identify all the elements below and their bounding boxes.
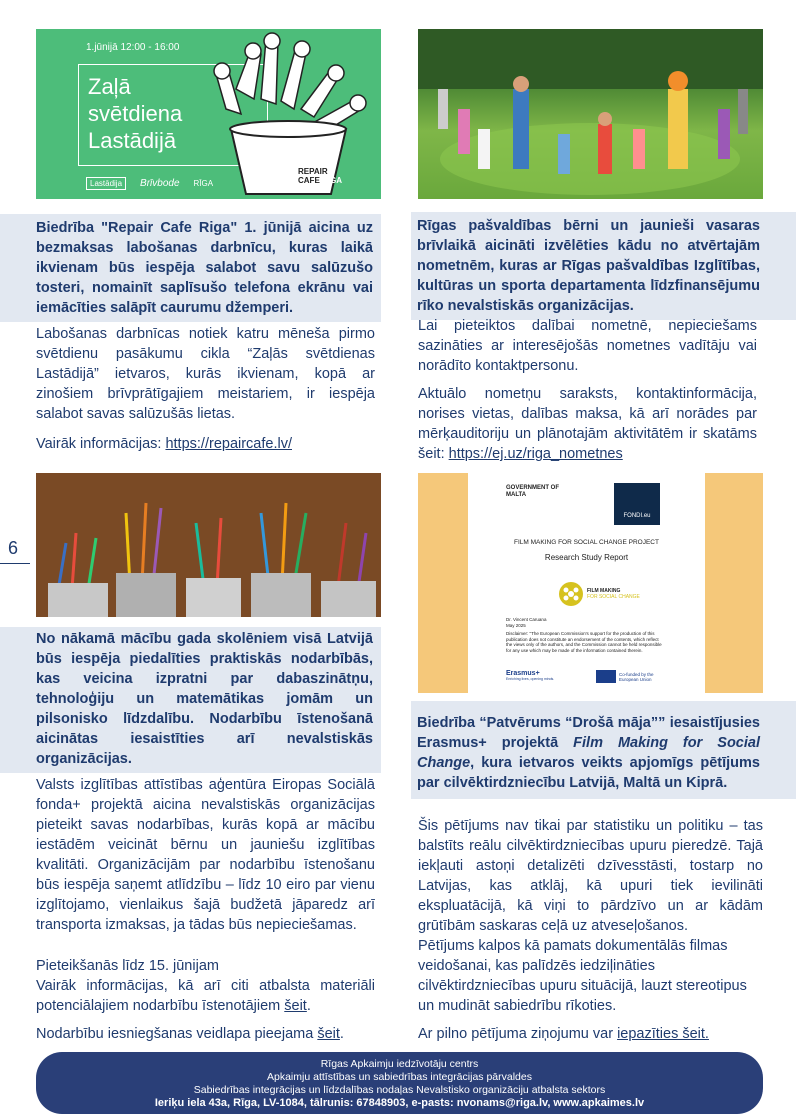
film-making-logo <box>558 581 640 607</box>
poster-title <box>88 73 182 154</box>
repair-logo-line: CAFE <box>298 176 320 185</box>
brivbode-logo: Brīvbode <box>140 178 180 189</box>
article4-body2: Pētījums kalpos kā pamats dokumentālās filmas veidošanai, kas palīdzēs iedziļināties cilvēktirdzniecības upuru situācijā, lauzt stereotipus un mudināt sabiedrību rīkoties. <box>418 938 747 1014</box>
article3-body1: Valsts izglītības attīstības aģentūra Eiropas Sociālā fonda+ projektā aicina nevalstiskās organizācijas pieteikt savas nodarbības, kurās kopā ar mācību iestādēm veicināt bērnu un jauniešu izglītības kvalitāti. Organizācijām par nodarbību īstenošanu būs iespēja saņemt atlīdzību – līdz 10 eiro par vienu izglītojamo, vienlaikus šajā budžetā jāparedz arī transporta izmaksas, ja tādas būs nepieciešamas. <box>36 777 375 933</box>
eu-flag-icon <box>596 670 616 683</box>
poster-title-line: Lastādijā <box>88 128 177 153</box>
fondi-logo <box>614 483 660 525</box>
research-report-cover <box>418 473 763 693</box>
article1-more-label: Vairāk informācijas: <box>36 436 166 452</box>
eu-label: Co-funded by the European Union <box>619 671 654 682</box>
page-footer <box>36 1052 763 1114</box>
fondi-logo-text: FONDI.eu <box>623 513 651 519</box>
article1-headline-text: Biedrība "Repair Cafe Riga" 1. jūnijā aicina uz bezmaksas labošanas darbnīcu, kuras laikā ikvienam būs iespēja salabot savu salūzušo tosteri, nomainīt saplīsušo telefona ekrānu vai iemācīties salāpīt caurumu džemperi. <box>36 220 373 316</box>
repair-logo-line: RĪGA <box>322 176 343 185</box>
erasmus-logo <box>506 670 554 681</box>
report-author: Dr. Vincent Caruana <box>506 617 547 622</box>
erasmus-logo-text: Erasmus+ <box>506 670 540 677</box>
article2-headline <box>411 212 796 320</box>
report-subtitle: Research Study Report <box>544 553 629 562</box>
article4-headline-italic: Film Making for Social Change <box>417 735 760 771</box>
footer-line2: Apkaimju attīstības un sabiedrības integrācijas pārvaldes <box>267 1071 532 1083</box>
article3-body2-text: Vairāk informācijas, kā arī citi atbalsta materiāli potenciālajiem nodarbību īstenotājiem <box>36 978 375 1014</box>
article3-body2: Vairāk informācijas, kā arī citi atbalsta materiāli potenciālajiem nodarbību īstenotājiem šeit. <box>36 978 375 1014</box>
article4-headline-a: Biedrība “Patvērums “Drošā māja”” iesaistījusies Erasmus+ projektā <box>417 715 760 751</box>
malta-logo-text: GOVERNMENT OF MALTA <box>506 485 560 498</box>
footer-line3: Sabiedrības integrācijas un līdzdalības nodaļas Nevalstisko organizāciju atbalsta sektors <box>193 1084 606 1096</box>
article4-body3-text: Ar pilno pētījuma ziņojumu var <box>418 1026 618 1042</box>
art-supplies-scene <box>36 473 381 617</box>
article3-headline <box>0 627 381 773</box>
repair-logo-line: REPAIR <box>298 167 328 176</box>
article3-deadline: Pieteikšanās līdz 15. jūnijam <box>36 958 219 974</box>
article4-headline-b: , kura ietvaros veikts apjomīgs pētījums par cilvēktirdzniecību Latvijā, Maltā un Kiprā. <box>417 755 760 791</box>
footer-contacts: Ieriķu iela 43a, Rīga, LV-1084, tālrunis: 67848903, e-pasts: nvonams@riga.lv, www.apkaimes.lv <box>154 1097 645 1109</box>
article3-form-link[interactable]: šeit <box>317 1026 340 1042</box>
erasmus-logo-sub: Enriching lives, opening minds. <box>506 677 555 681</box>
article4-body1: Šis pētījums nav tikai par statistiku un politiku – tas balstīts reālu cilvēktirdzniecības upuru pieredzē. Tajā iekļauti astoņi detalizēti dzīvesstāsti, tostarp no Latvijas, kas atklāj, kā upuri tiek ievilināti ekspluatācijā, kā viņi to pārdzīvo un ar kādām grūtībām saskaras ceļā uz atveseļošanos. <box>418 818 763 934</box>
zala-svetdiena-poster <box>36 29 381 199</box>
art-supplies-photo <box>36 473 381 617</box>
hands-pot-illustration <box>206 29 381 199</box>
poster-logos <box>86 177 213 190</box>
riga-logo: RĪGA <box>193 179 214 188</box>
report-disclaimer: Disclaimer: "The European Commission's support for the production of this publication does not constitute an endorsement of the contents, which reflect the views only of the authors, and the Commission cannot be held responsible for any use which may be made of the information contained therein. <box>506 631 662 653</box>
article2-body2-text: Aktuālo nometņu saraksts, kontaktinformācija, norises vietas, dalības maksa, kā arī norādes par mērķauditoriju un plānotajām aktivitātēm ir skatāms šeit: <box>418 386 757 462</box>
article2-body2 <box>418 384 757 464</box>
poster-title-line: Zaļā <box>88 74 131 99</box>
footer-line1: Rīgas Apkaimju iedzīvotāju centrs <box>320 1058 479 1070</box>
report-title: FILM MAKING FOR SOCIAL CHANGE PROJECT <box>514 539 659 546</box>
film-reel-icon <box>558 581 584 607</box>
film-logo-sub: FOR SOCIAL CHANGE <box>587 594 640 600</box>
repaircafe-link[interactable]: https://repaircafe.lv/ <box>165 436 292 452</box>
article3-headline-text: No nākamā mācību gada skolēniem visā Latvijā būs iespēja piedalīties praktiskās nodarbībās, kas veicina izpratni par dabaszinātņu, tehnoloģiju un matemātikas jomām un pilsonisko līdzdalību. Nodarbību īstenošanā aicinātas iesaistīties arī nevalstiskās organizācijas. <box>36 631 373 767</box>
article2-headline-text: Rīgas pašvaldības bērni un jaunieši vasaras brīvlaikā aicināti izvēlēties kādu no atvērtajām nometnēm, kuras ar Rīgas pašvaldības Izglītības, kultūras un sporta departamenta līdzfinansējumu rīko nevalstiskās organizācijas. <box>417 218 760 314</box>
poster-date: 1.jūnijā 12:00 - 16:00 <box>86 42 180 53</box>
report-link[interactable]: iepazīties šeit. <box>617 1026 709 1042</box>
report-page <box>468 473 705 693</box>
repair-cafe-logo <box>298 167 342 185</box>
malta-logo <box>506 485 566 499</box>
film-logo-text: FILM MAKING <box>587 588 621 594</box>
children-camp-photo <box>418 29 763 199</box>
eu-flag-logo <box>596 670 669 683</box>
article4-headline <box>411 701 796 799</box>
article1-more <box>36 434 375 454</box>
lastadija-logo: Lastādija <box>86 177 126 190</box>
article2-body1: Lai pieteiktos dalībai nometnē, nepieciešams sazināties ar interesējošās nometnes vadītāju vai norādīto kontaktpersonu. <box>418 318 757 374</box>
article3-body3: Nodarbību iesniegšanas veidlapa pieejama šeit. <box>36 1026 344 1042</box>
article1-body: Labošanas darbnīcas notiek katru mēneša pirmo svētdienu pasākumu cikla “Zaļās svētdienas Lastādijā” ietvaros, kurās ikvienam, kopā ar zinošiem brīvprātīgajiem meistariem, ir iespēja salabot savas salūzušās lietas. <box>36 326 375 422</box>
article1-headline <box>0 214 381 322</box>
page-number-rule <box>0 563 30 564</box>
poster-title-line: svētdiena <box>88 101 183 126</box>
article3-info-link[interactable]: šeit <box>284 998 307 1014</box>
children-scene <box>418 29 763 199</box>
nometnes-link[interactable]: https://ej.uz/riga_nometnes <box>448 446 623 462</box>
article3-body3-text: Nodarbību iesniegšanas veidlapa pieejama <box>36 1026 318 1042</box>
page-number: 6 <box>8 538 19 558</box>
article4-body3 <box>418 1024 763 1044</box>
report-date: May 2025 <box>506 623 526 628</box>
